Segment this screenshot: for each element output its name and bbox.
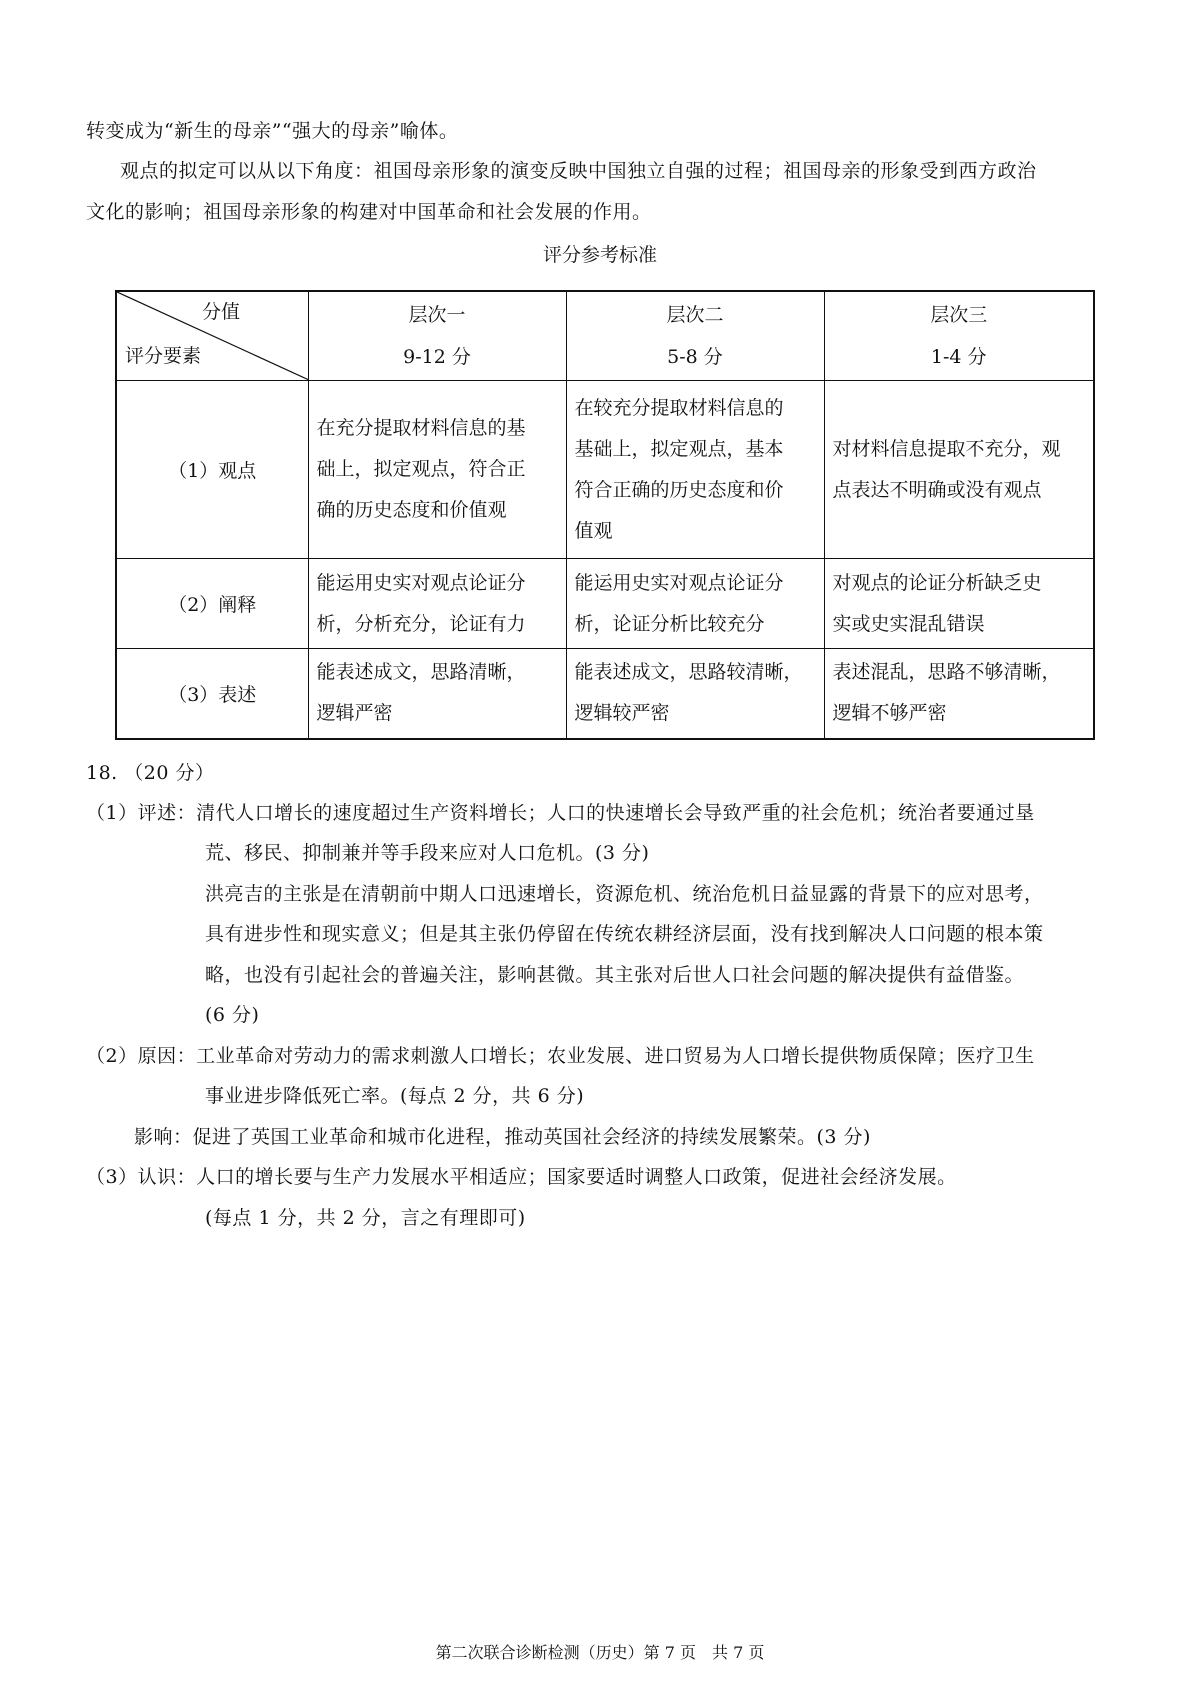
q18-part3-line: （3）认识：人口的增长要与生产力发展水平相适应；国家要适时调整人口政策，促进社会经济发展。	[86, 1166, 957, 1188]
level-3-description	[824, 649, 1094, 739]
desc-line: 能表述成文，思路清晰，	[316, 661, 526, 684]
rubric-corner-cell	[116, 291, 308, 381]
rubric-table	[115, 290, 1095, 740]
rubric-title: 评分参考标准	[542, 244, 657, 266]
rubric-row-viewpoint	[116, 381, 1094, 559]
desc-line: 础上，拟定观点，符合正	[316, 458, 526, 480]
level-score: 5-8 分	[667, 346, 723, 368]
desc-line: 在较充分提取材料信息的	[574, 396, 784, 419]
desc-line: 表述混乱，思路不够清晰，	[832, 661, 1061, 684]
page-footer: 第二次联合诊断检测（历史）第 7 页 共 7 页	[435, 1643, 765, 1662]
intro-line-3: 文化的影响；祖国母亲形象的构建对中国革命和社会发展的作用。	[86, 201, 652, 223]
level-name: 层次一	[408, 304, 466, 326]
criterion-label: （3）表述	[116, 649, 308, 739]
level-score: 1-4 分	[930, 346, 987, 368]
level-score: 9-12 分	[403, 346, 471, 368]
level-name: 层次二	[666, 304, 724, 326]
desc-line: 基础上，拟定观点，基本	[574, 437, 784, 460]
level-header	[566, 291, 824, 381]
desc-line: 能运用史实对观点论证分	[316, 571, 526, 594]
desc-line: 符合正确的历史态度和价	[574, 478, 784, 501]
criterion-label: （1）观点	[116, 381, 308, 559]
q18-part1-line: 洪亮吉的主张是在清朝前中期人口迅速增长，资源危机、统治危机日益显露的背景下的应对思考，	[205, 883, 1044, 905]
level-1-description	[308, 559, 566, 649]
q18-part1-line: (6 分)	[205, 1004, 260, 1026]
q18-part2-line: 事业进步降低死亡率。(每点 2 分，共 6 分)	[205, 1085, 585, 1107]
desc-line: 在充分提取材料信息的基	[316, 417, 526, 439]
desc-line: 实或史实混乱错误	[832, 612, 985, 635]
level-2-description	[566, 559, 824, 649]
level-3-description	[824, 381, 1094, 559]
rubric-row-explanation	[116, 559, 1094, 649]
desc-line: 对观点的论证分析缺乏史	[832, 571, 1042, 594]
level-1-description	[308, 649, 566, 739]
desc-line: 析，分析充分，论证有力	[316, 612, 526, 635]
q18-header: 18. （20 分）	[86, 762, 215, 784]
level-header	[824, 291, 1094, 381]
q18-part1-line: 具有进步性和现实意义；但是其主张仍停留在传统农耕经济层面，没有找到解决人口问题的根本策	[205, 923, 1044, 945]
level-header	[308, 291, 566, 381]
level-3-description	[824, 559, 1094, 649]
q18-part1-line: 略，也没有引起社会的普遍关注，影响甚微。其主张对后世人口社会问题的解决提供有益借鉴。	[205, 964, 1025, 986]
criterion-label: （2）阐释	[116, 559, 308, 649]
desc-line: 对材料信息提取不充分，观	[832, 437, 1061, 460]
level-1-description	[308, 381, 566, 559]
rubric-header-row	[116, 291, 1094, 381]
desc-line: 逻辑较严密	[574, 702, 670, 725]
desc-line: 逻辑不够严密	[832, 702, 947, 725]
q18-part1-line: 荒、移民、抑制兼并等手段来应对人口危机。(3 分)	[205, 842, 650, 864]
level-2-description	[566, 381, 824, 559]
intro-line-2: 观点的拟定可以从以下角度：祖国母亲形象的演变反映中国独立自强的过程；祖国母亲的形象受到西方政治	[120, 160, 1037, 182]
desc-line: 能表述成文，思路较清晰，	[574, 661, 803, 684]
q18-part3-line: (每点 1 分，共 2 分，言之有理即可)	[205, 1207, 526, 1229]
q18-part1-line: （1）评述：清代人口增长的速度超过生产资料增长；人口的快速增长会导致严重的社会危机；统治者要通过垦	[86, 802, 1035, 824]
corner-score-label: 分值	[202, 301, 241, 323]
desc-line: 值观	[574, 519, 613, 542]
desc-line: 能运用史实对观点论证分	[574, 571, 784, 594]
q18-part2-line: 影响：促进了英国工业革命和城市化进程，推动英国社会经济的持续发展繁荣。(3 分)	[134, 1126, 871, 1148]
rubric-row-expression	[116, 649, 1094, 739]
desc-line: 逻辑严密	[316, 702, 393, 725]
level-name: 层次三	[930, 304, 988, 326]
desc-line: 点表达不明确或没有观点	[832, 478, 1042, 501]
desc-line: 析，论证分析比较充分	[574, 612, 765, 635]
q18-part2-line: （2）原因：工业革命对劳动力的需求刺激人口增长；农业发展、进口贸易为人口增长提供物质保障；医疗卫生	[86, 1045, 1035, 1067]
desc-line: 确的历史态度和价值观	[316, 499, 507, 521]
intro-line-1: 转变成为“新生的母亲”“强大的母亲”喻体。	[86, 120, 459, 142]
level-2-description	[566, 649, 824, 739]
corner-criteria-label: 评分要素	[125, 345, 202, 367]
